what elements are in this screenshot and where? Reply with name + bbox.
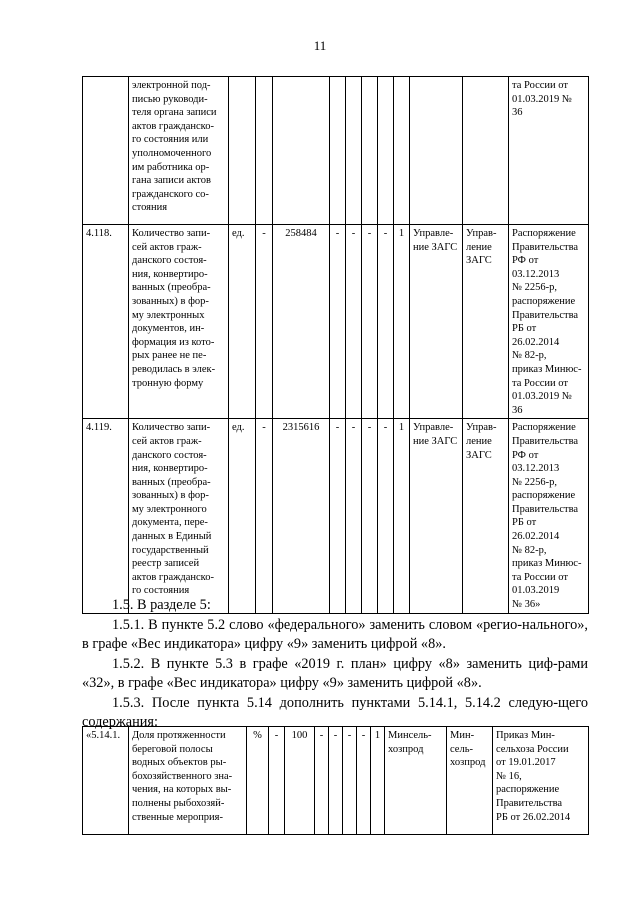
value-cell: 100 (285, 727, 315, 835)
responsible-1: Минсель- хозпрод (385, 727, 447, 835)
paragraph-1-5-1: 1.5.1. В пункте 5.2 слово «федерального» заменить словом «регио-нального», в графе «Вес индикатора» цифру «9» заменить цифрой «8». (82, 616, 588, 652)
value-cell (273, 77, 330, 225)
value-cell: - (330, 225, 346, 419)
value-cell: - (315, 727, 329, 835)
value-cell: - (256, 419, 273, 613)
row-number: 4.119. (83, 419, 129, 613)
indicator-name: Количество запи- сей актов граж- данского состоя- ния, конвертиро- ванных (преобра- зованных) в фор- му электронного документа, пере- данных в Единый государственный реестр записей актов гражданско- го состояния (129, 419, 229, 613)
indicator-name: Количество запи- сей актов граж- данского состоя- ния, конвертиро- ванных (преобра- зованных) в фор- му электронных документов, ин- формация из кото- рых ранее не пе- реводилась в элек- тронную форму (129, 225, 229, 419)
indicators-table-new (82, 726, 589, 835)
unit: ед. (229, 419, 256, 613)
legal-basis: та России от 01.03.2019 № 36 (509, 77, 589, 225)
weight-cell (394, 77, 410, 225)
unit (229, 77, 256, 225)
row-number: 4.118. (83, 225, 129, 419)
paragraph-1-5-3: 1.5.3. После пункта 5.14 дополнить пунктами 5.14.1, 5.14.2 следую-щего содержания: (82, 694, 588, 730)
responsible-2: Управ- ление ЗАГС (463, 225, 509, 419)
weight-cell: 1 (394, 225, 410, 419)
value-cell: - (329, 727, 343, 835)
amendment-text (82, 596, 588, 733)
weight-cell: 1 (394, 419, 410, 613)
value-cell (330, 77, 346, 225)
responsible-1: Управле- ние ЗАГС (410, 225, 463, 419)
responsible-2 (463, 77, 509, 225)
table-row (83, 727, 589, 835)
value-cell (378, 77, 394, 225)
value-cell (346, 77, 362, 225)
table-row (83, 419, 589, 613)
weight-cell: 1 (371, 727, 385, 835)
responsible-2: Мин- сель- хозпрод (447, 727, 493, 835)
value-cell: - (256, 225, 273, 419)
paragraph-1-5-2: 1.5.2. В пункте 5.3 в графе «2019 г. план» цифру «8» заменить циф-рами «32», в графе «Вес индикатора» цифру «9» заменить цифрой «8». (82, 655, 588, 691)
row-number (83, 77, 129, 225)
legal-basis: Распоряжение Правительства РФ от 03.12.2013 № 2256-р, распоряжение Правительства РБ от 26.02.2014 № 82-р, приказ Минюс- та России от 01.03.2019 № 36 (509, 225, 589, 419)
unit: ед. (229, 225, 256, 419)
value-cell: - (362, 419, 378, 613)
page-number: 11 (313, 38, 327, 53)
legal-basis: Распоряжение Правительства РФ от 03.12.2013 № 2256-р, распоряжение Правительства РБ от 26.02.2014 № 82-р, приказ Минюс- та России от 01.03.2019 № 36» (509, 419, 589, 613)
value-cell: - (378, 419, 394, 613)
value-cell (256, 77, 273, 225)
legal-basis: Приказ Мин- сельхоза России от 19.01.2017 № 16, распоряжение Правительства РБ от 26.02.2014 (493, 727, 589, 835)
unit: % (247, 727, 269, 835)
indicators-table-continued (82, 76, 589, 614)
value-cell: - (330, 419, 346, 613)
table-row (83, 77, 589, 225)
table-row (83, 225, 589, 419)
value-cell: - (362, 225, 378, 419)
responsible-2: Управ- ление ЗАГС (463, 419, 509, 613)
value-cell: - (269, 727, 285, 835)
responsible-1 (410, 77, 463, 225)
value-cell: - (357, 727, 371, 835)
responsible-1: Управле- ние ЗАГС (410, 419, 463, 613)
paragraph-1-5: 1.5. В разделе 5: (112, 597, 211, 613)
indicator-name: Доля протяженности береговой полосы водных объектов ры- бохозяйственного зна- чения, на которых вы- полнены рыбохозяй- ственные мероприя- (129, 727, 247, 835)
value-cell: 2315616 (273, 419, 330, 613)
value-cell: - (346, 419, 362, 613)
value-cell (362, 77, 378, 225)
value-cell: - (378, 225, 394, 419)
indicator-name: электронной под- писью руководи- теля органа записи актов гражданско- го состояния или уполномоченного им работника ор- гана записи актов гражданского со- стояния (129, 77, 229, 225)
value-cell: - (346, 225, 362, 419)
value-cell: 258484 (273, 225, 330, 419)
value-cell: - (343, 727, 357, 835)
row-number: «5.14.1. (83, 727, 129, 835)
